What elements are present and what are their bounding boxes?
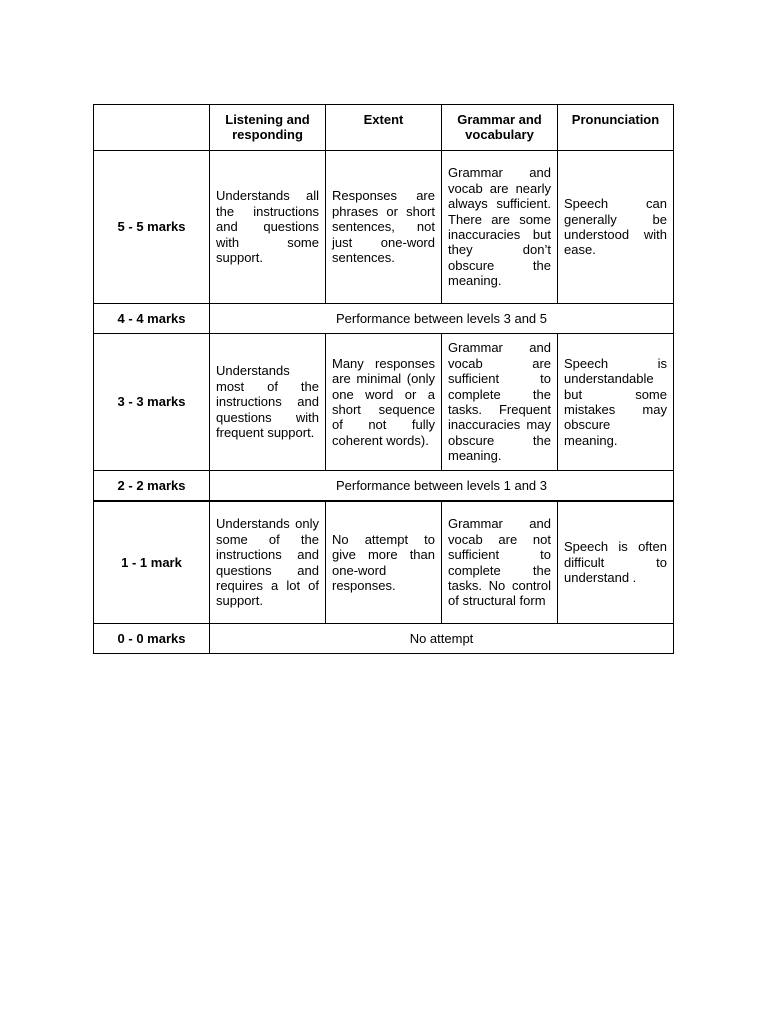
table-row xyxy=(94,501,674,624)
pronunciation-descriptor: Speech is understandable but some mistakes may obscure meaning. xyxy=(558,334,674,471)
grammar-descriptor: Grammar and vocab are sufficient to complete the tasks. Frequent inaccuracies may obscure the meaning. xyxy=(442,334,558,471)
grammar-descriptor: Grammar and vocab are not sufficient to complete the tasks. No control of structural form xyxy=(442,501,558,624)
extent-descriptor: No attempt to give more than one-word responses. xyxy=(326,501,442,624)
header-grammar-vocabulary: Grammar and vocabulary xyxy=(442,105,558,151)
pronunciation-descriptor: Speech can generally be understood with ease. xyxy=(558,151,674,304)
header-cell-empty xyxy=(94,105,210,151)
level-label: 4 - 4 marks xyxy=(94,304,210,334)
listening-descriptor: Understands all the instructions and questions with some support. xyxy=(210,151,326,304)
header-row xyxy=(94,105,674,151)
table-row xyxy=(94,624,674,654)
level-label: 2 - 2 marks xyxy=(94,471,210,502)
intermediate-performance-note: Performance between levels 1 and 3 xyxy=(210,471,674,502)
extent-descriptor: Responses are phrases or short sentences, not just one-word sentences. xyxy=(326,151,442,304)
table-row xyxy=(94,151,674,304)
table-row xyxy=(94,304,674,334)
table-row xyxy=(94,334,674,471)
grammar-descriptor: Grammar and vocab are nearly always sufficient. There are some inaccuracies but they don’t obscure the meaning. xyxy=(442,151,558,304)
level-label: 0 - 0 marks xyxy=(94,624,210,654)
marking-rubric-table xyxy=(93,104,674,654)
no-attempt-note: No attempt xyxy=(210,624,674,654)
intermediate-performance-note: Performance between levels 3 and 5 xyxy=(210,304,674,334)
header-listening-responding: Listening and responding xyxy=(210,105,326,151)
header-pronunciation: Pronunciation xyxy=(558,105,674,151)
level-label: 5 - 5 marks xyxy=(94,151,210,304)
listening-descriptor: Understands most of the instructions and questions with frequent support. xyxy=(210,334,326,471)
listening-descriptor: Understands only some of the instructions and questions and requires a lot of support. xyxy=(210,501,326,624)
level-label: 3 - 3 marks xyxy=(94,334,210,471)
pronunciation-descriptor: Speech is often difficult to understand . xyxy=(558,501,674,624)
header-extent: Extent xyxy=(326,105,442,151)
level-label: 1 - 1 mark xyxy=(94,501,210,624)
extent-descriptor: Many responses are minimal (only one word or a short sequence of not fully coherent words). xyxy=(326,334,442,471)
table-row xyxy=(94,471,674,502)
